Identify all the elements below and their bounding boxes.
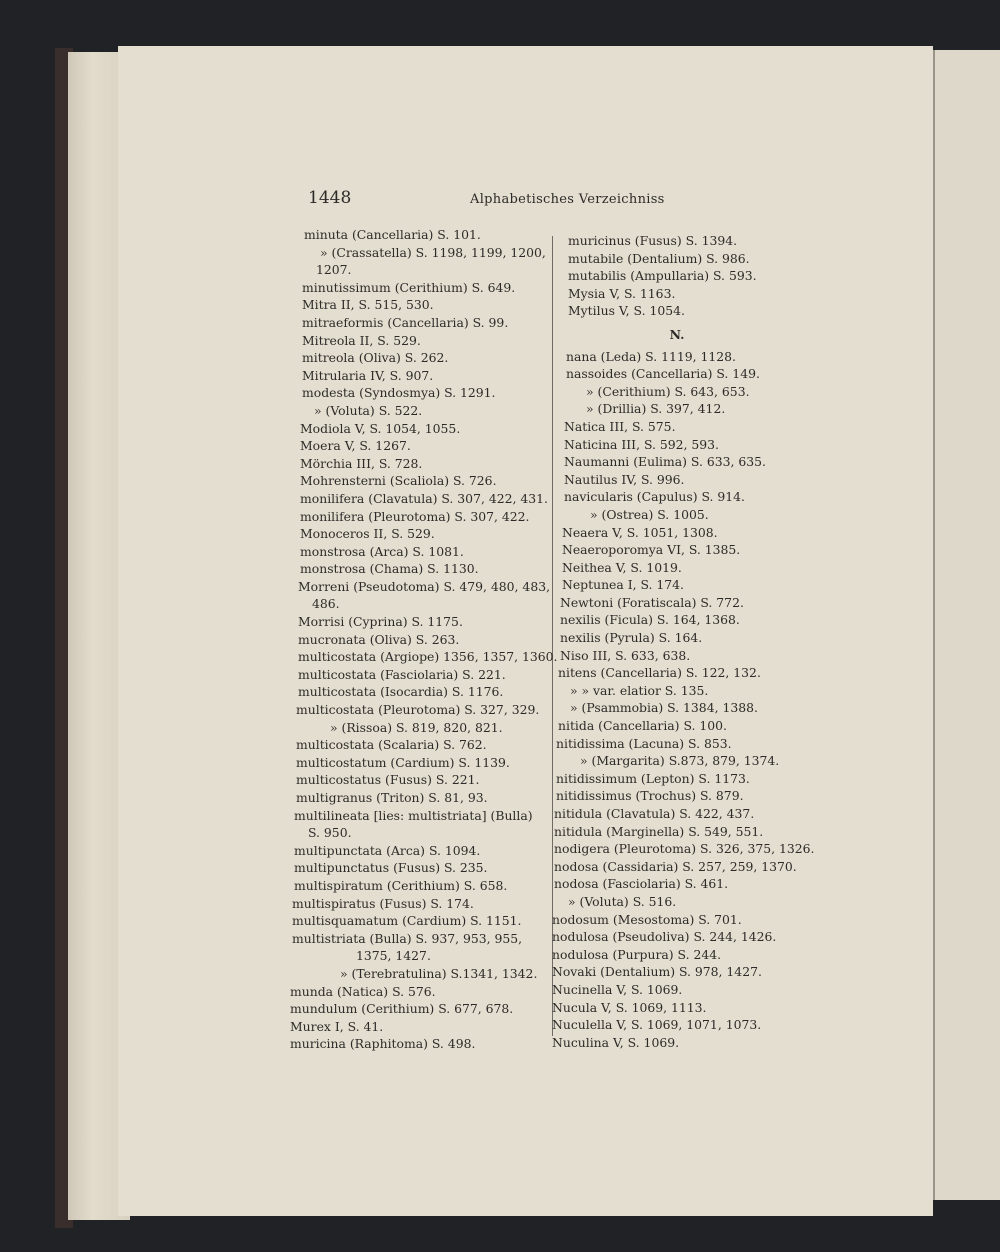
index-column-left [290, 226, 558, 1053]
index-entry: nitidissimus (Trochus) S. 879. [556, 788, 744, 804]
index-entry: multigranus (Triton) S. 81, 93. [296, 790, 488, 805]
section-letter: N. [669, 326, 685, 342]
index-entry: minuta (Cancellaria) S. 101. [304, 227, 481, 242]
index-entry: nodulosa (Purpura) S. 244. [552, 946, 722, 962]
index-entry: Novaki (Dentalium) S. 978, 1427. [552, 964, 762, 980]
index-entry: nana (Leda) S. 1119, 1128. [566, 348, 736, 364]
index-entry: nitidula (Clavatula) S. 422, 437. [554, 806, 755, 821]
index-entry: » (Ostrea) S. 1005. [590, 506, 709, 522]
index-entry: nassoides (Cancellaria) S. 149. [566, 366, 760, 382]
index-entry: Mitrularia IV, S. 907. [302, 367, 434, 383]
index-entry: mutabilis (Ampullaria) S. 593. [568, 268, 757, 284]
index-entry: 486. [312, 596, 340, 612]
index-entry: 1375, 1427. [356, 948, 431, 964]
index-entry: Nuculina V, S. 1069. [552, 1034, 680, 1050]
index-entry: Mörchia III, S. 728. [300, 455, 423, 471]
index-entry: multilineata [lies: multistriata] (Bulla) [294, 807, 533, 823]
index-entry: Mysia V, S. 1163. [568, 285, 676, 301]
index-entry: nitidula (Marginella) S. 549, 551. [554, 823, 764, 839]
index-entry: muricina (Raphitoma) S. 498. [290, 1036, 476, 1052]
index-entry: monstrosa (Chama) S. 1130. [300, 561, 479, 577]
index-entry: 1207. [316, 262, 352, 278]
index-entry: nodulosa (Pseudoliva) S. 244, 1426. [552, 929, 777, 945]
index-entry: multicostatus (Fusus) S. 221. [296, 772, 480, 788]
index-entry: » (Crassatella) S. 1198, 1199, 1200, [320, 244, 546, 260]
index-entry: nodosa (Fasciolaria) S. 461. [554, 876, 729, 892]
index-entry: mitraeformis (Cancellaria) S. 99. [302, 314, 509, 330]
index-entry: nodigera (Pleurotoma) S. 326, 375, 1326. [554, 841, 815, 857]
index-entry: minutissimum (Cerithium) S. 649. [302, 279, 516, 295]
index-entry: Neaera V, S. 1051, 1308. [562, 524, 718, 540]
index-entry: multispiratum (Cerithium) S. 658. [294, 877, 508, 893]
facing-page-edge [933, 50, 1000, 1200]
index-entry: » (Cerithium) S. 643, 653. [586, 383, 750, 399]
index-entry: monstrosa (Arca) S. 1081. [300, 543, 464, 559]
index-entry: Natica III, S. 575. [564, 418, 676, 434]
index-entry: » (Margarita) S.873, 879, 1374. [580, 753, 780, 769]
index-entry: Mitreola II, S. 529. [302, 332, 421, 348]
index-entry: multicostata (Scalaria) S. 762. [296, 737, 487, 753]
index-entry: monilifera (Pleurotoma) S. 307, 422. [300, 508, 530, 524]
index-entry: nitida (Cancellaria) S. 100. [558, 718, 727, 734]
index-entry: muricinus (Fusus) S. 1394. [568, 233, 738, 248]
index-entry: Mohrensterni (Scaliola) S. 726. [300, 473, 497, 489]
index-entry: multicostata (Pleurotoma) S. 327, 329. [296, 702, 540, 718]
index-entry: multipunctata (Arca) S. 1094. [294, 842, 481, 858]
index-entry: navicularis (Capulus) S. 914. [564, 489, 745, 505]
index-entry: mucronata (Oliva) S. 263. [298, 631, 460, 647]
index-entry: » (Terebratulina) S.1341, 1342. [340, 965, 538, 981]
index-entry: mutabile (Dentalium) S. 986. [568, 250, 750, 266]
index-entry: Nautilus IV, S. 996. [564, 471, 685, 487]
index-entry: Mitra II, S. 515, 530. [302, 297, 434, 313]
index-entry: nitidissimum (Lepton) S. 1173. [556, 770, 750, 786]
index-entry: multispiratus (Fusus) S. 174. [292, 895, 474, 911]
index-entry: nodosum (Mesostoma) S. 701. [552, 911, 742, 927]
index-entry: Mytilus V, S. 1054. [568, 303, 685, 319]
index-entry: munda (Natica) S. 576. [290, 983, 436, 999]
index-entry: » (Drillia) S. 397, 412. [586, 401, 726, 417]
index-entry: nitidissima (Lacuna) S. 853. [556, 735, 732, 751]
page-title: Alphabetisches Verzeichniss [470, 192, 665, 207]
index-entry: Neptunea I, S. 174. [562, 577, 684, 593]
index-entry: mundulum (Cerithium) S. 677, 678. [290, 1001, 514, 1017]
index-entry: Murex I, S. 41. [290, 1018, 384, 1034]
index-entry: modesta (Syndosmya) S. 1291. [302, 385, 496, 401]
index-entry: Naticina III, S. 592, 593. [564, 436, 719, 452]
page-number: 1448 [308, 188, 352, 208]
index-entry: Nucinella V, S. 1069. [552, 981, 683, 997]
index-entry: multipunctatus (Fusus) S. 235. [294, 860, 488, 876]
index-entry: Modiola V, S. 1054, 1055. [300, 420, 461, 436]
index-entry: multicostatum (Cardium) S. 1139. [296, 754, 510, 770]
index-entry: nexilis (Pyrula) S. 164. [560, 630, 703, 646]
index-entry: Monoceros II, S. 529. [300, 526, 435, 542]
index-entry: Morrisi (Cyprina) S. 1175. [298, 614, 463, 630]
index-entry: Naumanni (Eulima) S. 633, 635. [564, 454, 766, 470]
index-entry: multicostata (Isocardia) S. 1176. [298, 684, 504, 700]
index-column-right [552, 232, 815, 1051]
index-entry: » (Rissoa) S. 819, 820, 821. [330, 719, 503, 735]
index-entry: nexilis (Ficula) S. 164, 1368. [560, 612, 740, 628]
index-entry: Nuculella V, S. 1069, 1071, 1073. [552, 1017, 762, 1033]
index-entry: multistriata (Bulla) S. 937, 953, 955, [292, 930, 523, 946]
index-entry: nitens (Cancellaria) S. 122, 132. [558, 665, 761, 681]
page-header [0, 188, 1000, 212]
index-entry: Niso III, S. 633, 638. [560, 647, 691, 663]
index-entry: » (Voluta) S. 516. [568, 893, 677, 909]
index-entry: » (Psammobia) S. 1384, 1388. [570, 700, 758, 716]
index-entry: Morreni (Pseudotoma) S. 479, 480, 483, [298, 578, 551, 594]
index-entry: » » var. elatior S. 135. [570, 682, 709, 698]
index-entry: Nucula V, S. 1069, 1113. [552, 999, 707, 1015]
index-entry: multicostata (Argiope) 1356, 1357, 1360. [298, 649, 558, 665]
index-entry: monilifera (Clavatula) S. 307, 422, 431. [300, 490, 548, 506]
index-entry: Moera V, S. 1267. [300, 438, 411, 454]
index-entry: Newtoni (Foratiscala) S. 772. [560, 594, 744, 610]
index-entry: Neaeroporomya VI, S. 1385. [562, 542, 741, 558]
index-entry: Neithea V, S. 1019. [562, 559, 682, 575]
index-entry: S. 950. [308, 825, 352, 841]
index-entry: » (Voluta) S. 522. [314, 402, 423, 418]
index-entry: mitreola (Oliva) S. 262. [302, 350, 449, 366]
index-entry: nodosa (Cassidaria) S. 257, 259, 1370. [554, 858, 797, 874]
index-entry: multisquamatum (Cardium) S. 1151. [292, 913, 522, 929]
index-entry: multicostata (Fasciolaria) S. 221. [298, 666, 506, 682]
